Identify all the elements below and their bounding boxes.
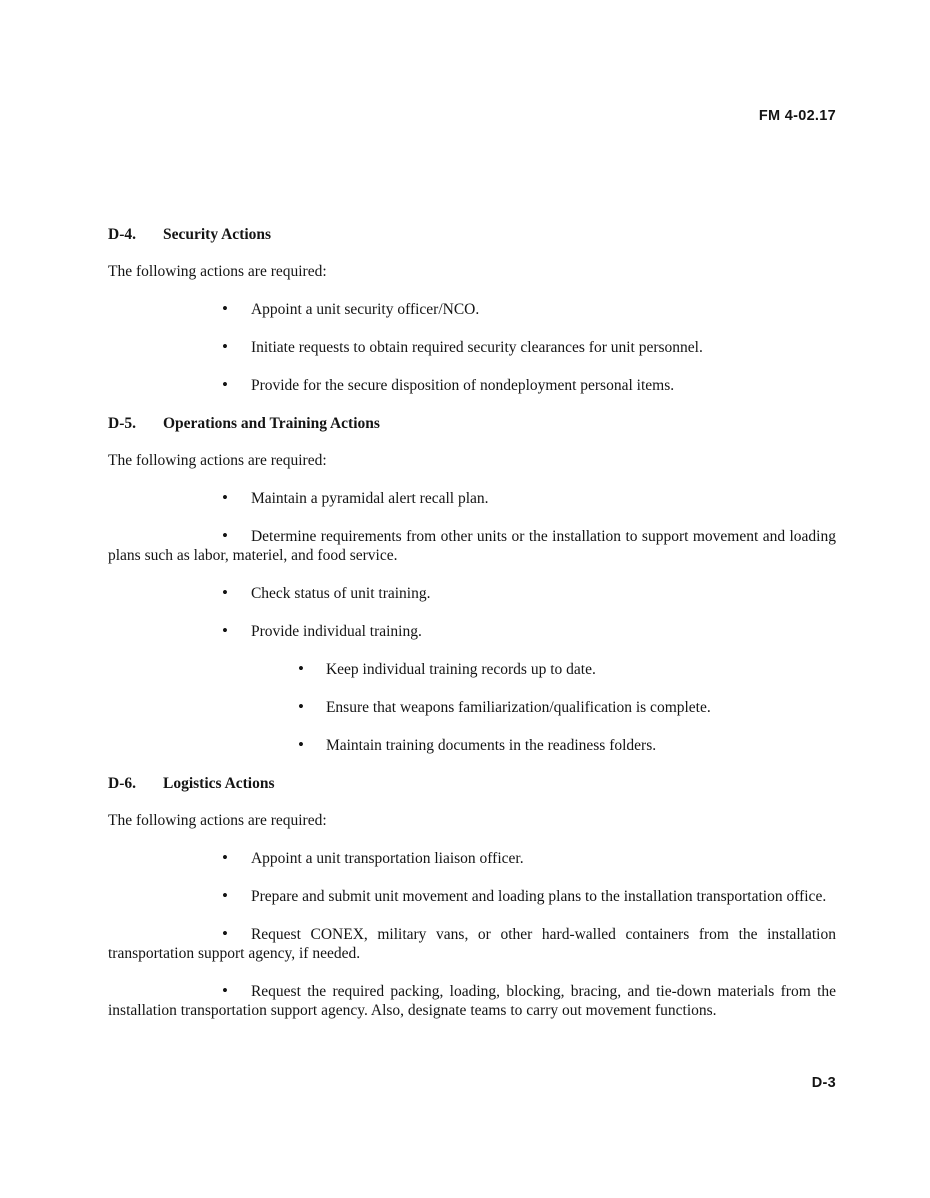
bullet-icon: • [222,583,228,602]
section-heading [108,414,836,433]
bullet-item [108,621,836,641]
section-d5 [108,414,836,755]
bullet-icon: • [222,488,228,507]
bullet-icon: • [222,337,228,356]
page-header [759,107,836,126]
sub-bullet-item [108,659,836,679]
bullet-icon: • [222,848,228,867]
bullet-icon: • [222,526,228,545]
bullet-icon: • [298,659,304,678]
bullet-icon: • [222,621,228,640]
section-intro: The following actions are required: [108,263,327,280]
bullet-text: Maintain training documents in the readiness folders. [325,737,657,754]
bullet-text: Keep individual training records up to date. [325,661,596,678]
section-number: D-5. [108,415,136,432]
bullet-text: Check status of unit training. [250,585,431,602]
page-footer [812,1074,836,1093]
section-number: D-4. [108,226,136,243]
sub-bullet-item [108,697,836,717]
bullet-item [108,526,836,565]
section-title: Operations and Training Actions [163,415,380,432]
section-heading [108,774,836,793]
section-title: Security Actions [163,226,272,243]
bullet-icon: • [298,735,304,754]
bullet-icon: • [222,375,228,394]
bullet-item [108,848,836,868]
bullet-text: Request the required packing, loading, blocking, bracing, and tie-down materials from the installation transportation support agency. Also, designate teams to carry out movement functions. [108,983,836,1019]
bullet-text: Appoint a unit security officer/NCO. [250,301,480,318]
bullet-text: Ensure that weapons familiarization/qualification is complete. [325,699,711,716]
bullet-item [108,375,836,395]
bullet-item [108,488,836,508]
section-d4 [108,225,836,395]
bullet-item [108,981,836,1020]
bullet-icon: • [222,924,228,943]
bullet-icon: • [222,981,228,1000]
bullet-text: Prepare and submit unit movement and loading plans to the installation transportation office. [250,888,827,905]
bullet-text: Initiate requests to obtain required security clearances for unit personnel. [250,339,703,356]
section-intro: The following actions are required: [108,452,327,469]
section-title: Logistics Actions [163,775,275,792]
section-intro: The following actions are required: [108,812,327,829]
bullet-item [108,886,836,906]
bullet-item [108,337,836,357]
section-d6 [108,774,836,1020]
bullet-text: Request CONEX, military vans, or other hard-walled containers from the installation transportation support agency, if needed. [108,926,836,962]
bullet-icon: • [298,697,304,716]
bullet-item [108,583,836,603]
bullet-text: Determine requirements from other units or the installation to support movement and loading plans such as labor, materiel, and food service. [108,528,836,564]
page-number: D-3 [811,1075,836,1091]
bullet-item [108,924,836,963]
bullet-text: Maintain a pyramidal alert recall plan. [250,490,489,507]
bullet-text: Appoint a unit transportation liaison officer. [250,850,524,867]
bullet-text: Provide for the secure disposition of nondeployment personal items. [250,377,675,394]
section-heading [108,225,836,244]
bullet-text: Provide individual training. [250,623,422,640]
doc-number: FM 4-02.17 [758,108,836,124]
bullet-item [108,299,836,319]
sub-bullet-item [108,735,836,755]
page-content [108,225,836,1038]
section-number: D-6. [108,775,136,792]
bullet-icon: • [222,299,228,318]
bullet-icon: • [222,886,228,905]
